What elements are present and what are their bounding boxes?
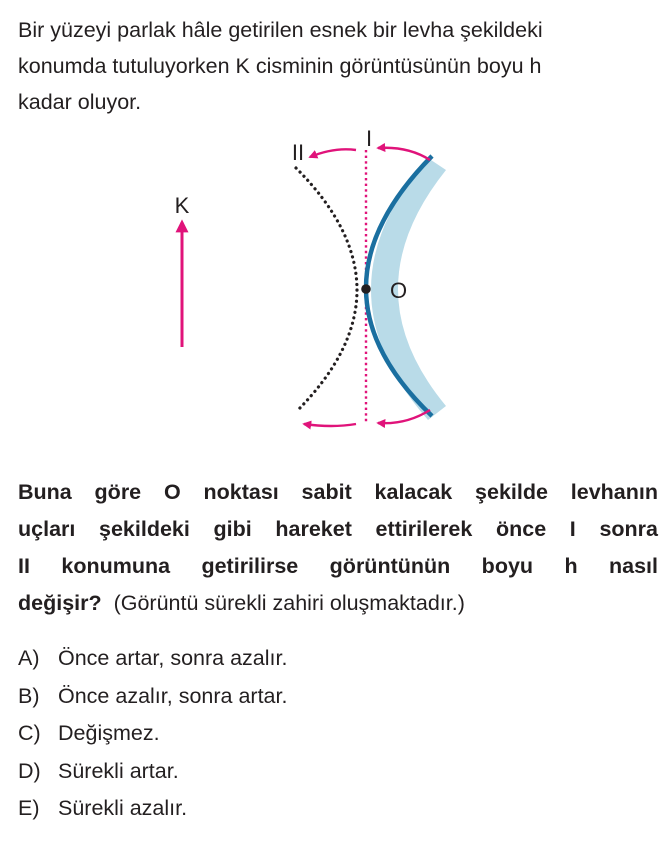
- option-d[interactable]: [18, 753, 658, 791]
- option-e[interactable]: [18, 790, 658, 828]
- option-letter: B): [18, 683, 40, 708]
- point-o-label: O: [390, 278, 408, 303]
- position-two-curve: [296, 168, 357, 412]
- mirror-plate: [371, 158, 446, 420]
- point-o: [361, 284, 371, 294]
- intro-line: kadar oluyor.: [18, 90, 142, 114]
- question-keyword: değişir?: [18, 591, 102, 615]
- option-text: Sürekli artar.: [58, 758, 179, 783]
- object-label: K: [174, 193, 190, 218]
- intro-text: [18, 12, 658, 120]
- option-text: Sürekli azalır.: [58, 796, 188, 820]
- option-letter: A): [18, 646, 40, 670]
- top-arrow-to-one: [378, 148, 430, 160]
- intro-line: konumda tutuluyorken K cisminin görüntüsünün boyu h: [18, 54, 542, 78]
- question-note: (Görüntü sürekli zahiri oluşmaktadır.): [113, 591, 465, 615]
- question-line-last: [18, 585, 658, 622]
- position-two-label: II: [291, 140, 305, 165]
- option-text: Değişmez.: [58, 721, 160, 745]
- option-letter: C): [18, 721, 41, 745]
- position-one-label: I: [365, 126, 373, 151]
- question-line: II konumuna getirilirse görüntünün boyu h nasıl: [18, 554, 658, 578]
- intro-line: Bir yüzeyi parlak hâle getirilen esnek bir levha şekildeki: [18, 18, 543, 42]
- option-text: Önce azalır, sonra artar.: [58, 683, 288, 708]
- option-b[interactable]: [18, 678, 658, 716]
- option-c[interactable]: [18, 715, 658, 753]
- question-line: Buna göre O noktası sabit kalacak şekilde levhanın: [18, 480, 658, 504]
- question-text: [18, 474, 658, 622]
- top-arrow-to-two: [310, 149, 356, 157]
- option-letter: D): [18, 758, 41, 783]
- option-letter: E): [18, 796, 40, 820]
- answer-options: [18, 640, 658, 828]
- bottom-arrow-to-two: [304, 424, 356, 426]
- question-line: uçları şekildeki gibi hareket ettirilerek önce I sonra: [18, 517, 658, 541]
- option-a[interactable]: [18, 640, 658, 678]
- option-text: Önce artar, sonra azalır.: [58, 646, 288, 670]
- mirror-figure: [0, 120, 672, 450]
